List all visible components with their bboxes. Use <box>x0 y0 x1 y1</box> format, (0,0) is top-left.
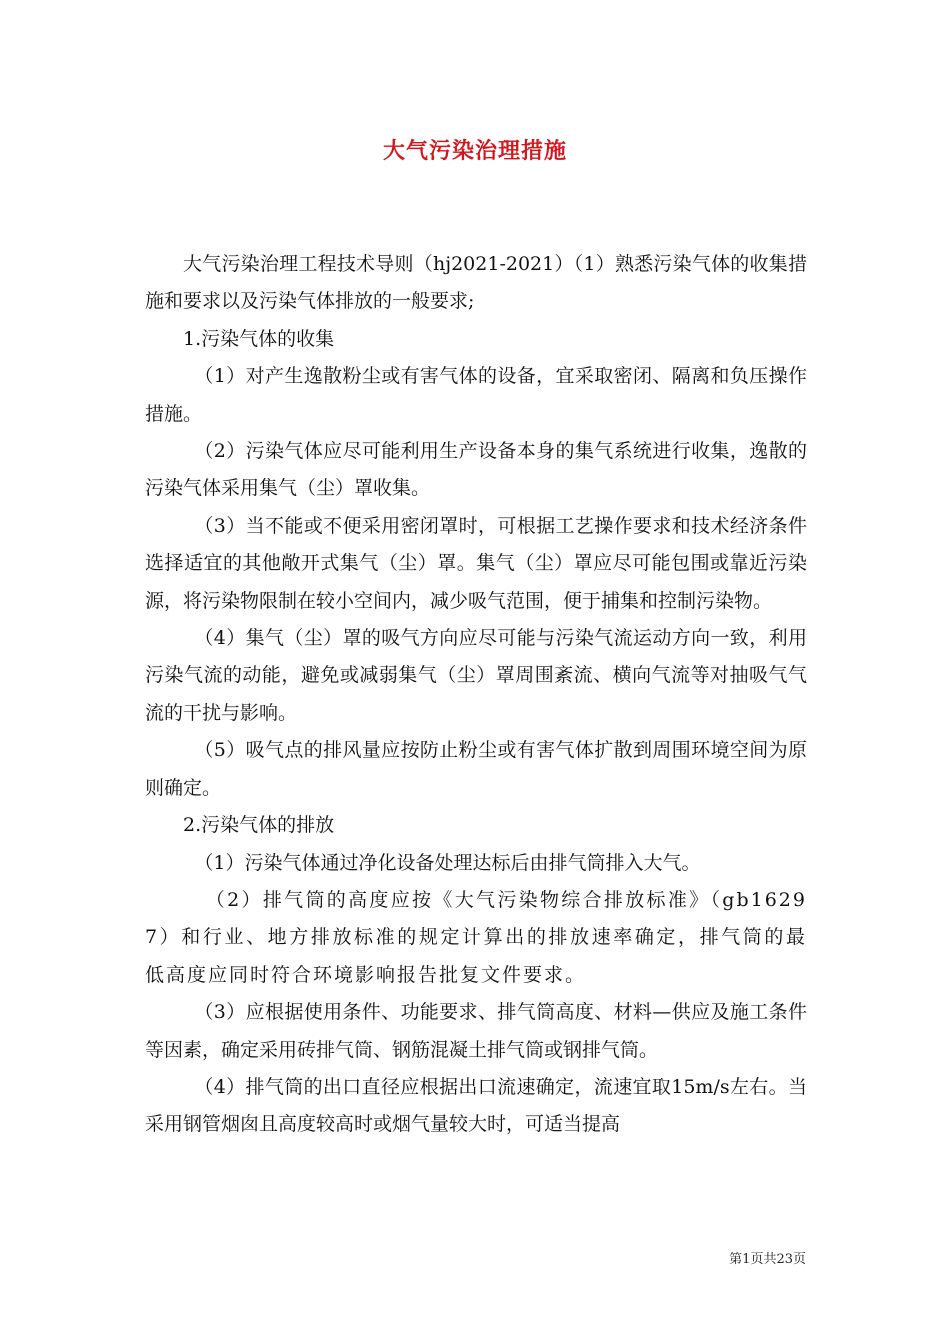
paragraph-collection-1: （1）对产生逸散粉尘或有害气体的设备，宜采取密闭、隔离和负压操作措施。 <box>145 365 807 425</box>
page-number-footer: 第1页共23页 <box>729 1252 806 1267</box>
document-title: 大气污染治理措施 <box>382 138 567 164</box>
paragraph-collection-2: （2）污染气体应尽可能利用生产设备本身的集气系统进行收集，逸散的污染气体采用集气（尘）罩收集。 <box>145 440 807 500</box>
paragraph-emission-1: （1）污染气体通过净化设备处理达标后由排气筒排入大气。 <box>194 851 701 874</box>
paragraph-emission-3: （3）应根据使用条件、功能要求、排气筒高度、材料—供应及施工条件等因素，确定采用砖排气筒、钢筋混凝土排气筒或钢排气筒。 <box>145 1001 807 1061</box>
paragraph-emission-2: （2）排气筒的高度应按《大气污染物综合排放标准》（gb16297）和行业、地方排放标准的规定计算出的排放速率确定，排气筒的最低高度应同时符合环境影响报告批复文件要求。 <box>145 888 807 986</box>
section-heading-emission: 2.污染气体的排放 <box>183 814 335 837</box>
paragraph-intro: 大气污染治理工程技术导则（hj2021-2021）（1）熟悉污染气体的收集措施和要求以及污染气体排放的一般要求; <box>145 253 807 313</box>
section-heading-collection: 1.污染气体的收集 <box>183 327 335 350</box>
paragraph-collection-3: （3）当不能或不便采用密闭罩时，可根据工艺操作要求和技术经济条件选择适宜的其他敞开式集气（尘）罩。集气（尘）罩应尽可能包围或靠近污染源，将污染物限制在较小空间内，减少吸气范围，便于捕集和控制污染物。 <box>145 514 807 612</box>
paragraph-collection-5: （5）吸气点的排风量应按防止粉尘或有害气体扩散到周围环境空间为原则确定。 <box>145 739 807 799</box>
document-body <box>145 246 807 1144</box>
paragraph-collection-4: （4）集气（尘）罩的吸气方向应尽可能与污染气流运动方向一致，利用污染气流的动能，避免或减弱集气（尘）罩周围紊流、横向气流等对抽吸气气流的干扰与影响。 <box>145 627 807 724</box>
paragraph-emission-4: （4）排气筒的出口直径应根据出口流速确定，流速宜取15m/s左右。当采用钢管烟囱且高度较高时或烟气量较大时，可适当提高 <box>145 1075 807 1136</box>
